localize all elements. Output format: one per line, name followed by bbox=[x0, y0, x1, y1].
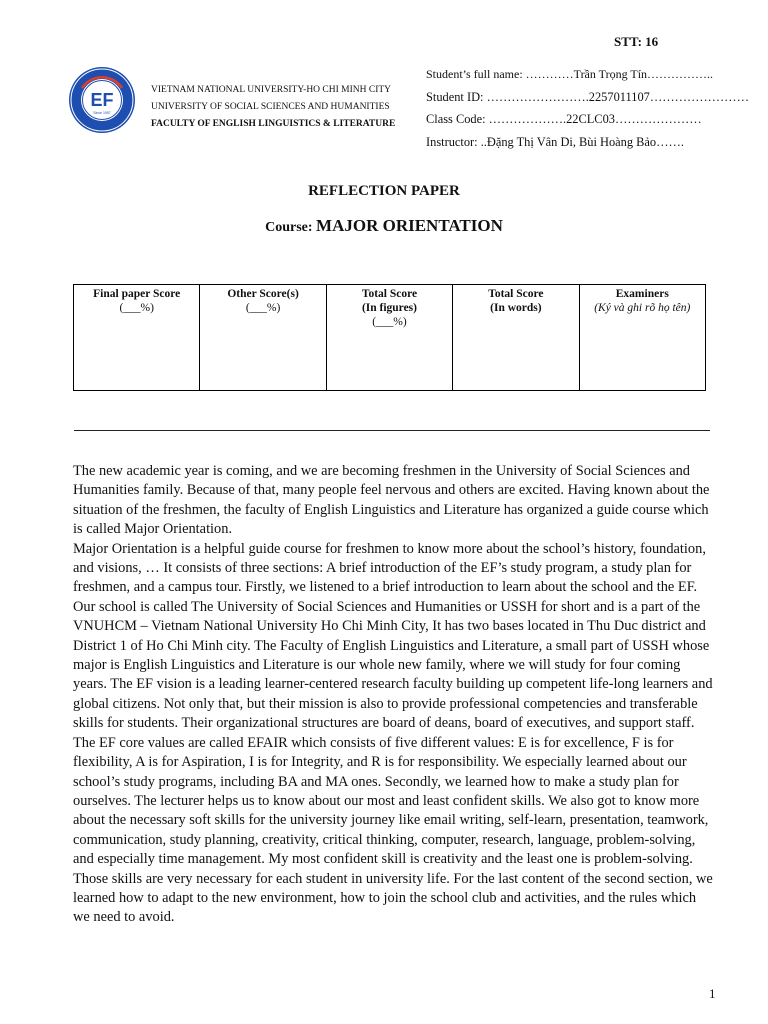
reflection-body bbox=[73, 462, 713, 928]
faculty-logo bbox=[68, 66, 136, 134]
ef-logo-icon bbox=[68, 66, 136, 134]
examiner-signature-note: (Ký và ghi rõ họ tên) bbox=[594, 302, 691, 314]
examiners-cell bbox=[579, 285, 705, 391]
student-id: Student ID: …………………….2257011107…………………… bbox=[426, 89, 749, 104]
student-full-name: Student’s full name: …………Trần Trọng Tín…………….. bbox=[426, 67, 714, 81]
column-header: Final paper Score bbox=[93, 288, 181, 300]
column-subheader: (In words) bbox=[490, 302, 542, 314]
course-line bbox=[0, 216, 768, 236]
column-header: Total Score bbox=[361, 288, 418, 300]
other-scores-cell bbox=[200, 285, 326, 391]
stt-number: STT: 16 bbox=[614, 34, 659, 49]
school-name: UNIVERSITY OF SOCIAL SCIENCES AND HUMANITIES bbox=[151, 102, 390, 112]
percent-blank: (___%) bbox=[245, 302, 281, 314]
column-header: Other Score(s) bbox=[227, 288, 299, 300]
faculty-name: FACULTY OF ENGLISH LINGUISTICS & LITERATURE bbox=[151, 119, 396, 129]
class-code: Class Code: ……………….22CLC03………………… bbox=[426, 112, 702, 126]
body-paragraph: Major Orientation is a helpful guide course for freshmen to know more about the school’s history, foundation, and visions, … It consists of three sections: A brief introduction of the EF’s study program, a study plan for freshmen, and a campus tour. Firstly, we listened to a brief introduction to learn about the school and the EF. Our school is called The University of Social Sciences and Humanities or USSH for short and is a part of the VNUHCM – Vietnam National University Ho Chi Minh City, It has two bases located in Thu Duc district and District 1 of Ho Chi Minh city. The Faculty of English Linguistics and Literature, a small part of USSH whose major is English Linguistics and Literature is our whole new family, where we will study for four coming years. The EF vision is a leading learner-centered research faculty building up competent life-long learners and global citizens. Not only that, but their mission is also to provide professional competencies and transferable skills for students. Their organizational structures are board of deans, board of executives, and support staff. The EF core values are called EFAIR which consists of five different values: E is for excellence, F is for flexibility, A is for Aspiration, I is for Integrity, and R is for responsibility. We especially learned about our school’s study programs, including BA and MA ones. Secondly, we learned how to make a study plan for ourselves. The lecturer helps us to know about our most and least confident skills. We also got to know more about the necessary soft skills for the university journey like email writing, self-learn, presentation, teamwork, communication, study planning, creativity, critical thinking, computer, research, language, problem-solving, and especially time management. My most confident skill is creativity and the least one is problem-solving. Those skills are very necessary for each student in university life. For the last content of the second section, we learned how to adapt to the new environment, how to join the school club and activities, and the rules which we need to avoid. bbox=[73, 540, 713, 926]
column-header: Total Score bbox=[488, 288, 544, 300]
score-table bbox=[73, 284, 706, 391]
separator-line bbox=[74, 430, 710, 431]
paper-title: REFLECTION PAPER bbox=[308, 183, 460, 199]
logo-since: Since 1957 bbox=[93, 111, 111, 115]
total-score-figures-cell bbox=[326, 285, 452, 391]
column-header: Examiners bbox=[615, 288, 669, 300]
percent-blank: (___%) bbox=[372, 316, 407, 328]
total-score-words-cell bbox=[453, 285, 579, 391]
page-number: 1 bbox=[709, 986, 716, 1001]
instructor: Instructor: ..Đặng Thị Vân Di, Bùi Hoàng Bảo……. bbox=[426, 134, 684, 149]
university-name: VIETNAM NATIONAL UNIVERSITY-HO CHI MINH CITY bbox=[151, 85, 392, 95]
logo-text: EF bbox=[90, 90, 114, 110]
final-paper-score-cell bbox=[74, 285, 200, 391]
university-block bbox=[151, 82, 395, 133]
course-name: MAJOR ORIENTATION bbox=[316, 216, 503, 235]
body-paragraph: The new academic year is coming, and we are becoming freshmen in the University of Social Sciences and Humanities family. Because of that, many people feel nervous and others are excited. Having known about the situation of the freshmen, the faculty of English Linguistics and Literature has organized a guide course which is called Major Orientation. bbox=[73, 463, 710, 538]
percent-blank: (___%) bbox=[119, 302, 154, 314]
course-label: Course: bbox=[265, 220, 317, 235]
column-subheader: (In figures) bbox=[361, 302, 417, 314]
student-info bbox=[426, 63, 749, 153]
